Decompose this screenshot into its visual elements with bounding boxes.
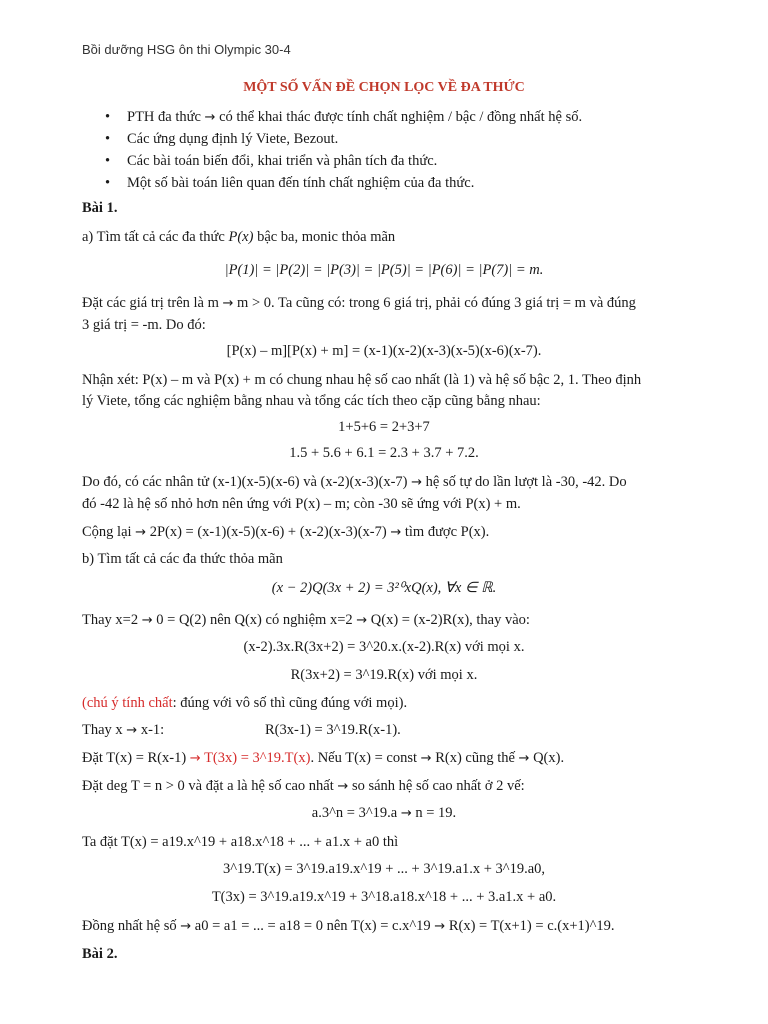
equation: a.3^n = 3^19.a → n = 19. [311,805,457,821]
text-line: Đặt T(x) = R(x-1) → T(3x) = 3^19.T(x). Nếu T(x) = const → R(x) cũng thế → Q(x). [82,750,565,766]
arrow-icon: → [337,779,349,794]
equation: R(3x+2) = 3^19.R(x) với mọi x. [290,667,478,683]
arrow-icon: → [390,525,402,540]
equation: |P(1)| = |P(2)| = |P(3)| = |P(5)| = |P(6)| = |P(7)| = m. [224,262,544,278]
highlighted-note: chú ý tính chất [86,695,173,711]
arrow-icon: → [518,751,530,766]
text-line: Đồng nhất hệ số → a0 = a1 = ... = a18 = 0 nên T(x) = c.x^19 → R(x) = T(x+1) = c.(x+1)^19. [82,918,615,934]
text-line: Đặt các giá trị trên là m → m > 0. Ta cũng có: trong 6 giá trị, phải có đúng 3 giá trị = m và đúng [82,295,636,311]
arrow-icon: → [222,296,234,311]
bullet-item: • Một số bài toán liên quan đến tính chất nghiệm của đa thức. [105,172,582,194]
problem-heading: Bài 1. [82,200,118,216]
arrow-icon: → [180,919,192,934]
arrow-icon: → [204,110,216,125]
text-line: (chú ý tính chất: đúng với vô số thì cũng đúng với mọi). [82,695,408,711]
arrow-icon: → [420,751,432,766]
highlighted-equation: T(3x) = 3^19.T(x) [204,750,311,766]
arrow-icon: → [189,751,201,766]
text-line: b) Tìm tất cả các đa thức thỏa mãn [82,551,283,567]
text-line: đó -42 là hệ số nhỏ hơn nên ứng với P(x) – m; còn -30 sẽ ứng với P(x) + m. [82,496,521,512]
text-line: Cộng lại → 2P(x) = (x-1)(x-5)(x-6) + (x-2)(x-3)(x-7) → tìm được P(x). [82,524,490,540]
text-line: Thay x=2 → 0 = Q(2) nên Q(x) có nghiệm x=2 → Q(x) = (x-2)R(x), thay vào: [82,612,530,628]
arrow-icon: → [126,723,138,738]
text-line: a) Tìm tất cả các đa thức P(x) bậc ba, monic thỏa mãn [82,229,396,245]
arrow-icon: → [141,613,153,628]
arrow-icon: → [356,613,368,628]
equation: [P(x) – m][P(x) + m] = (x-1)(x-2)(x-3)(x-5)(x-6)(x-7). [226,343,542,359]
equation: (x-2).3x.R(3x+2) = 3^20.x.(x-2).R(x) với mọi x. [243,639,525,655]
equation: T(3x) = 3^19.a19.x^19 + 3^18.a18.x^18 + ... + 3.a1.x + a0. [211,889,557,905]
intro-bullet-list [105,106,582,194]
equation: (x − 2)Q(3x + 2) = 3²⁰xQ(x), ∀x ∈ ℝ. [271,580,497,596]
text-line: Do đó, có các nhân tử (x-1)(x-5)(x-6) và (x-2)(x-3)(x-7) → hệ số tự do lần lượt là -30, -42. Do [82,474,627,490]
equation: 1+5+6 = 2+3+7 [338,419,430,435]
arrow-icon: → [400,806,412,821]
equation: R(3x-1) = 3^19.R(x-1). [265,722,401,738]
equation: 1.5 + 5.6 + 6.1 = 2.3 + 3.7 + 7.2. [289,445,479,461]
arrow-icon: → [434,919,446,934]
text-line: 3 giá trị = -m. Do đó: [82,317,206,333]
text-line: Đặt deg T = n > 0 và đặt a là hệ số cao nhất → so sánh hệ số cao nhất ở 2 vế: [82,778,525,794]
bullet-item: • PTH đa thức → có thể khai thác được tính chất nghiệm / bậc / đồng nhất hệ số. [105,106,582,128]
text-line: Ta đặt T(x) = a19.x^19 + a18.x^18 + ... + a1.x + a0 thì [82,834,399,850]
document-title: MỘT SỐ VẤN ĐỀ CHỌN LỌC VỀ ĐA THỨC [243,80,525,95]
page-header: Bồi dưỡng HSG ôn thi Olympic 30-4 [82,42,291,57]
problem-heading: Bài 2. [82,946,118,962]
text-line: Thay x → x-1: [82,722,165,738]
bullet-item: • Các ứng dụng định lý Viete, Bezout. [105,128,582,150]
equation: 3^19.T(x) = 3^19.a19.x^19 + ... + 3^19.a1.x + 3^19.a0, [222,861,546,877]
bullet-item: • Các bài toán biến đổi, khai triển và phân tích đa thức. [105,150,582,172]
arrow-icon: → [135,525,147,540]
text-line: lý Viete, tổng các nghiệm bằng nhau và tổng các tích theo cặp cũng bằng nhau: [82,393,541,409]
text-line: Nhận xét: P(x) – m và P(x) + m có chung nhau hệ số cao nhất (là 1) và hệ số bậc 2, 1. Theo định [82,372,642,388]
arrow-icon: → [411,475,423,490]
